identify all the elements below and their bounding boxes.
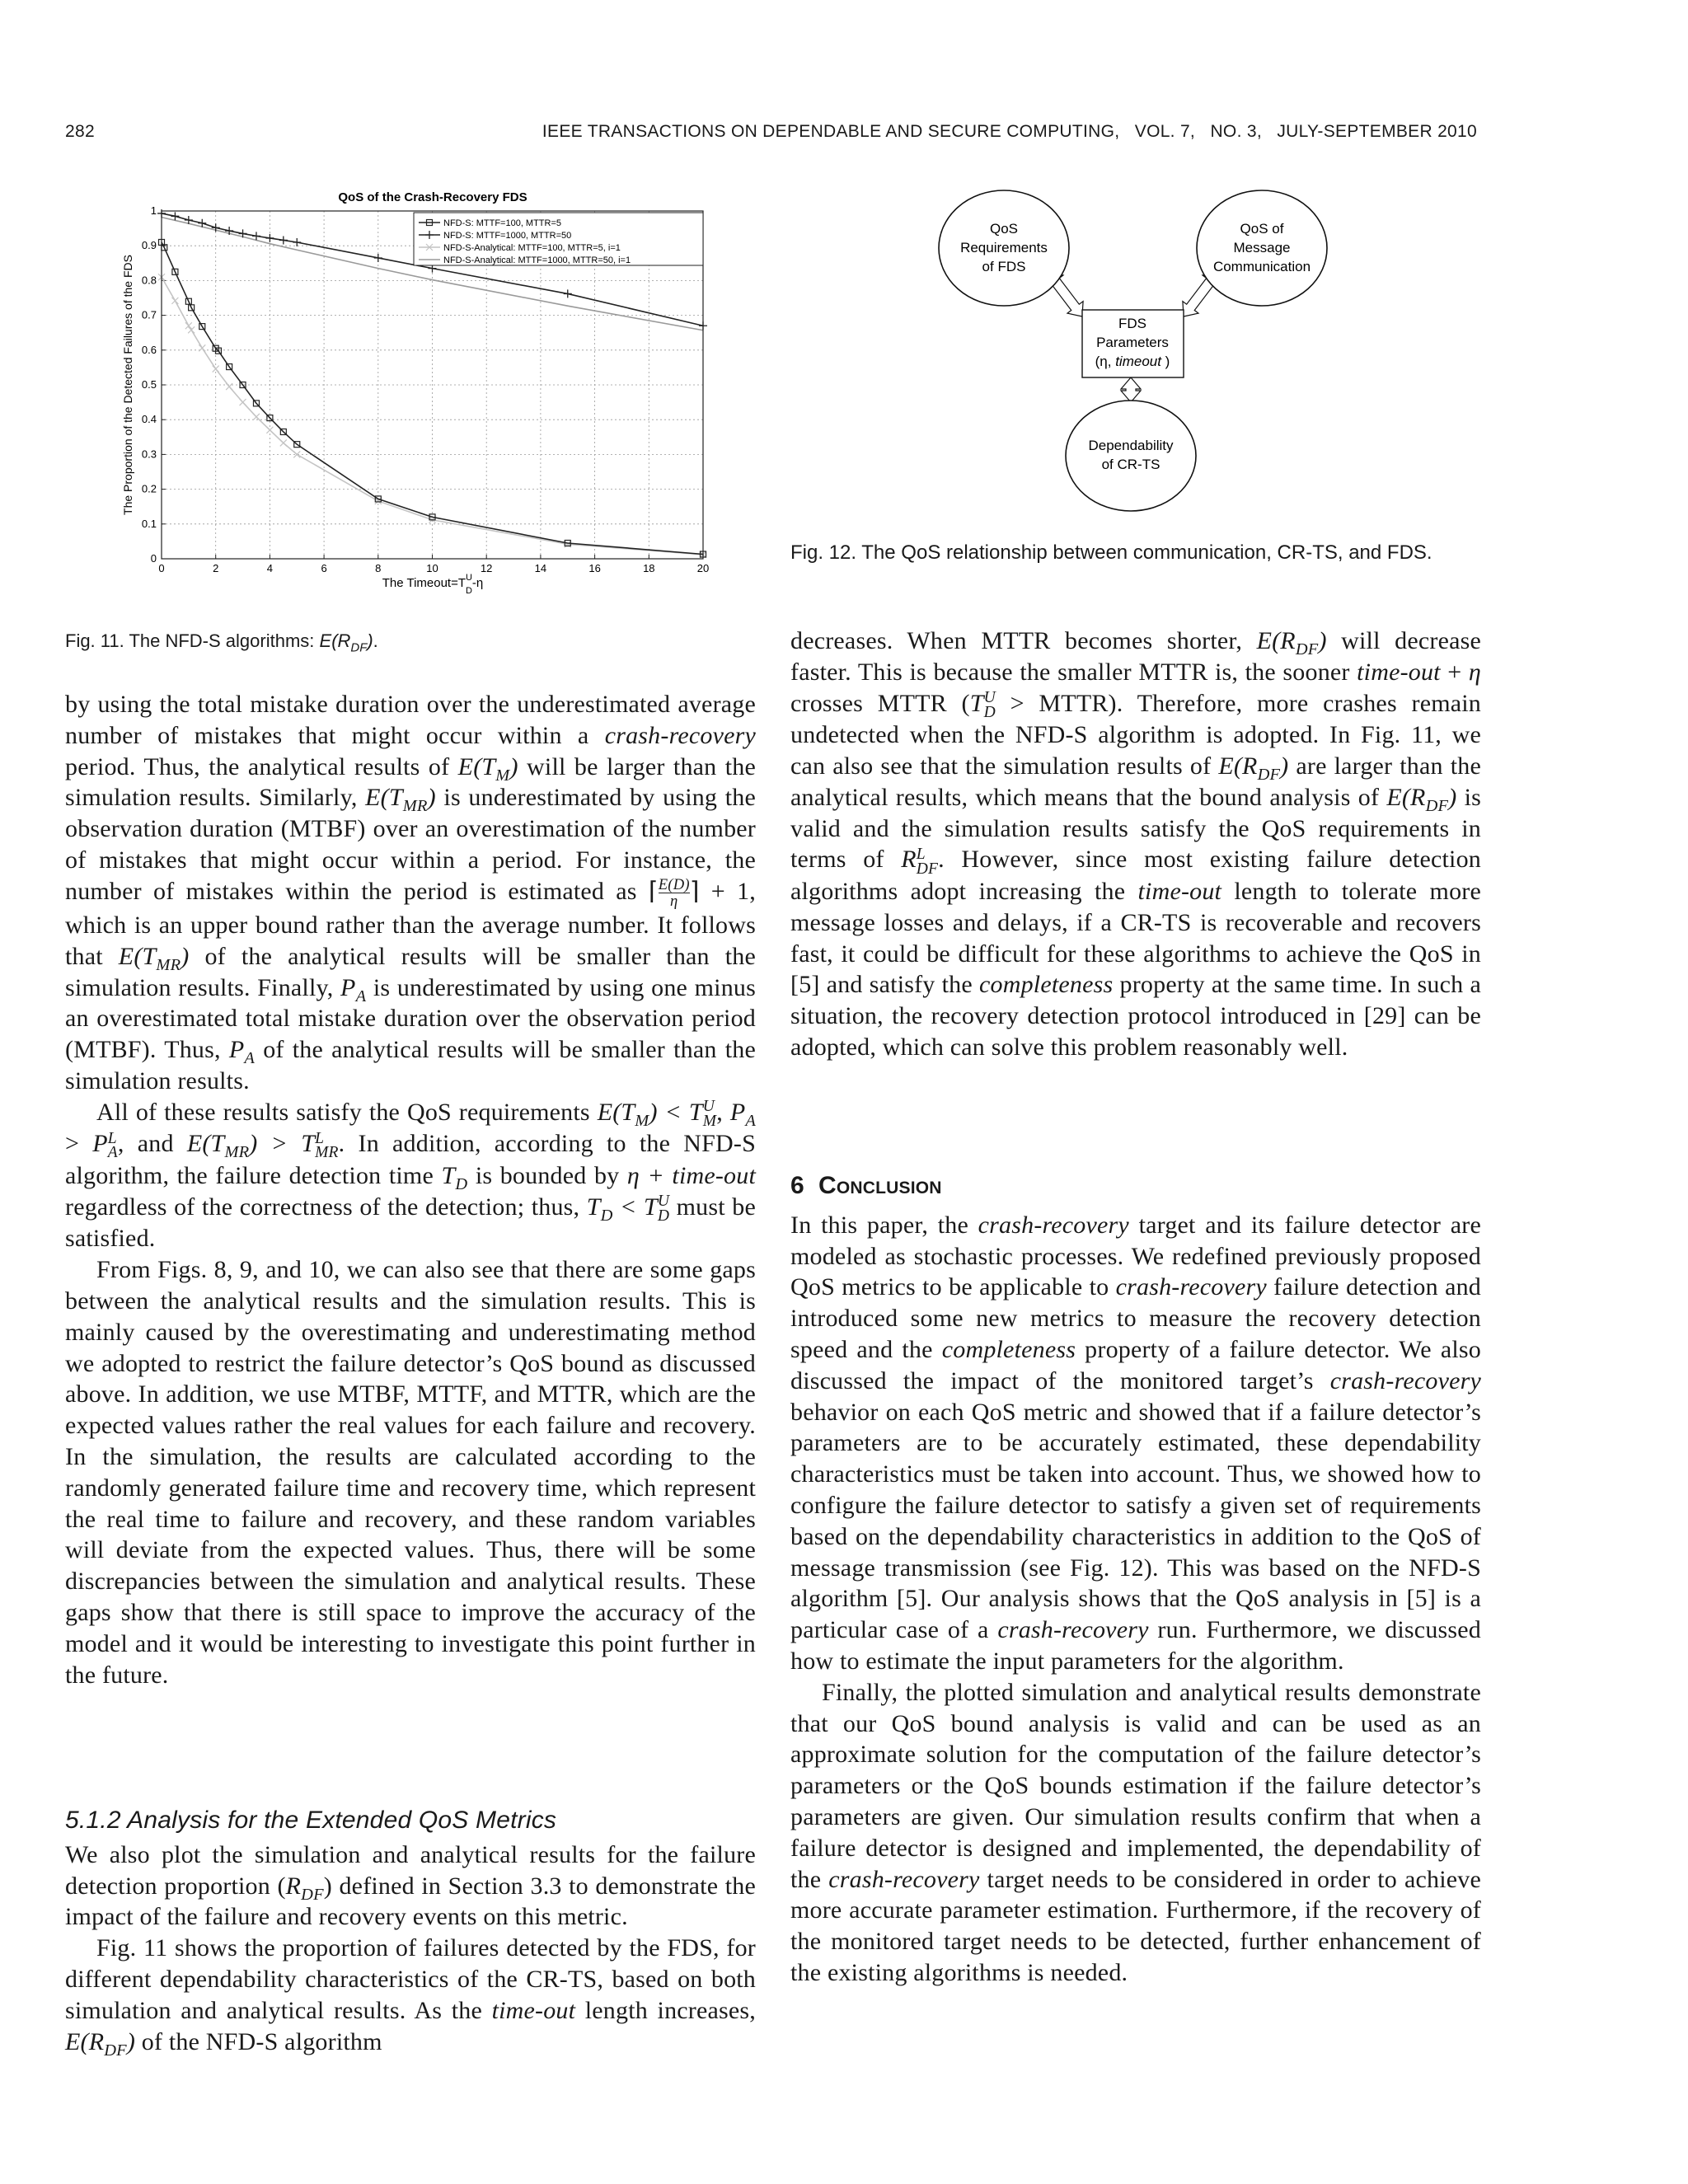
data-point (188, 326, 195, 333)
math-subscript: A (244, 1049, 256, 1068)
y-tick-label: 0 (150, 552, 157, 565)
fraction-numerator: E(D) (658, 875, 690, 893)
italic-text: crash-recovery (997, 1616, 1149, 1644)
x-tick-label: 20 (696, 562, 710, 574)
series-1 (159, 239, 706, 557)
math-subscript: DF (1425, 796, 1449, 815)
node-dependability-label: Dependability of CR-TS (1088, 438, 1174, 472)
italic-text: crash-recovery (978, 1211, 1129, 1239)
section-heading (790, 1170, 1481, 1202)
math-symbol: ) (1318, 627, 1327, 654)
math-symbol: ) (1448, 783, 1457, 811)
italic-text: time-out (1137, 878, 1222, 906)
italic-text: crash-recovery (1329, 1366, 1481, 1394)
math-subscript: DF (1257, 766, 1281, 785)
figure-12-caption: Fig. 12. The QoS relationship between communication, CR-TS, and FDS. (790, 541, 1432, 564)
data-point (199, 344, 205, 351)
data-point (265, 234, 274, 242)
page-number: 282 (65, 122, 95, 141)
math-subsup (703, 1099, 716, 1128)
figure-12-diagram (907, 181, 1484, 536)
math-symbol: E(T (118, 942, 157, 970)
math-symbol: ) (126, 2027, 136, 2055)
data-point (564, 289, 572, 298)
data-point (185, 322, 192, 329)
y-tick-label: 0.9 (141, 239, 157, 252)
legend-entry: NFD-S-Analytical: MTTF=100, MTTR=5, i=1 (443, 243, 621, 253)
math-subscript: D (983, 703, 996, 721)
running-header: IEEE TRANSACTIONS ON DEPENDABLE AND SECURE COMPUTING, VOL. 7, NO. 3, JULY-SEPTEMBER 2010 (542, 122, 1477, 141)
math-subscript: DF (104, 2041, 127, 2060)
math-subscript: M (635, 1111, 649, 1130)
chart-title: QoS of the Crash-Recovery FDS (338, 190, 528, 204)
paragraph: decreases. When MTTR becomes shorter, $E(R_{DF})$ will decrease faster. This is because the smaller MTTR is, the sooner time-out + η crosses MTTR (T D U > MTTR). Therefore, more crashes remain undetected when the NFD-S algorithm is adopted. In Fig. 11, we can also see that the simulation results of $E(R_{DF})$ are larger than the analytical results, which means that the bound analysis of $E(R_{DF})$ is valid and the simulation results satisfy the QoS requirements in terms of R DF L . However, since most existing failure detection algorithms adopt increasing the time-out length to tolerate more message losses and delays, if a CR-TS is recoverable and recovers fast, it could be difficult for these algorithms to achieve the QoS in [5] and satisfy the completeness property at the same time. In such a situation, the recovery detection protocol introduced in [29] can be adopted, which can solve this problem reasonably well. (790, 627, 1481, 1062)
data-point (226, 383, 232, 390)
legend-entry: NFD-S: MTTF=1000, MTTR=50 (443, 231, 572, 241)
math-symbol: E(T (597, 1098, 635, 1126)
math-symbol: ) > T (249, 1130, 316, 1158)
italic-text: time-out (491, 1996, 576, 2024)
math-subsup (917, 847, 938, 876)
double-arrow-icon (1121, 377, 1141, 402)
math-superscript: U (983, 689, 996, 707)
paragraph: From Figs. 8, 9, and 10, we can also see that there are some gaps between the analytical results and the simulation results. This is mainly caused by the overestimating and underestimating method we adopted to restrict the failure detector’s QoS bound as discussed above. In addition, we use MTBF, MTTF, and MTTR, which are the expected values rather the real values for each failure and recovery. In the simulation, the results are calculated according to the randomly generated failure time and recovery time, which represent the real time to failure and recovery, and these random variables will deviate from the expected values. Thus, there will be some discrepancies between the simulation and analytical results. These gaps show that there is still space to improve the accuracy of the model and it would be interesting to investigate this point further in the future. (65, 1256, 756, 1689)
y-tick-label: 0.3 (141, 448, 157, 461)
data-point (280, 439, 287, 446)
right-column-conclusion (790, 1170, 1481, 1989)
math-symbol: P (92, 1130, 108, 1158)
math-symbol: ) < T (649, 1098, 703, 1126)
math-symbol: ) (427, 784, 436, 812)
left-column-top (65, 689, 756, 1690)
right-column-top (790, 626, 1481, 1063)
y-tick-label: 0.7 (141, 308, 157, 321)
math-symbol: P (228, 1036, 245, 1064)
math-subscript: DF (350, 640, 368, 655)
y-tick-label: 0.4 (141, 413, 157, 426)
math-subscript: A (745, 1111, 757, 1130)
math-subscript: MR (224, 1143, 250, 1162)
math-subsup (315, 1129, 339, 1162)
y-tick-label: 0.5 (141, 378, 157, 391)
math-symbol: E(T (365, 784, 403, 812)
italic-text: time-out (672, 1162, 756, 1189)
paragraph: We also plot the simulation and analytical results for the failure detection proportion $(R_{DF})$ defined in Section 3.3 to demonstrate the impact of the failure and recovery events on this metric. (65, 1840, 756, 1931)
math-symbol: T (441, 1162, 456, 1189)
paragraph: All of these results satisfy the QoS requirements $E(T_M) < T$ M U , $P_A > P$ A L , and $E(T_{MR}) > T$ MR L . In addition, according to the NFD-S algorithm, the failure detection time $T_D$ is bounded by η + time-out regardless of the correctness of the detection; thus, $T_D < T$ D U must be satisfied. (65, 1098, 757, 1253)
math-subscript: A (107, 1144, 118, 1162)
math-subscript: MR (156, 955, 181, 974)
math-subscript: A (355, 987, 367, 1005)
math-superscript: L (916, 846, 926, 863)
math-superscript: L (315, 1129, 325, 1147)
x-tick-label: 12 (480, 562, 493, 574)
figure-11-chart (107, 181, 734, 610)
y-axis-label: The Proportion of the Detected Failures of the FDS (121, 255, 134, 515)
x-tick-label: 4 (266, 562, 274, 574)
paragraph: Finally, the plotted simulation and analytical results demonstrate that our QoS bound analysis is valid and can be used as an approximate solution for the computation of the failure detector’s parameters or the QoS bounds estimation if the failure detector’s parameters are given. Our simulation results confirm that when a failure detector is designed and implemented, the dependability of the crash-recovery target needs to be considered in order to achieve more accurate parameter estimation. Furthermore, if the recovery of the monitored target needs to be detected, further enhancement of the existing algorithms is needed. (790, 1678, 1482, 1986)
math-subscript: M (495, 766, 510, 785)
paragraph: by using the total mistake duration over the underestimated average number of mistakes that might occur within a crash-recovery period. Thus, the analytical results of $E(T_M)$ will be larger than the simulation results. Similarly, $E(T_{MR})$ is underestimated by using the observation duration (MTBF) over an overestimation of the number of mistakes that might occur within a period. For instance, the number of mistakes within the period is estimated as ⌈ $\frac{E(D)}{\eta}$ ⌉ + 1, which is an upper bound rather than the average number. It follows that $E(T_{MR})$ of the analytical results will be smaller than the simulation results. Finally, $P_A$ is underestimated by using one minus an overestimated total mistake duration over the observation period (MTBF). Thus, $P_A$ of the analytical results will be smaller than the simulation results. (65, 691, 757, 1094)
left-column-subsection (65, 1805, 756, 2060)
x-tick-label: 16 (588, 562, 601, 574)
y-tick-label: 0.6 (141, 343, 157, 356)
y-tick-label: 0.1 (141, 517, 157, 530)
italic-text: crash-recovery (828, 1865, 980, 1893)
math-subscript: DF (301, 1885, 324, 1904)
chart-legend (414, 213, 703, 265)
math-symbol: ) (1280, 752, 1289, 780)
legend-entry: NFD-S-Analytical: MTTF=1000, MTTR=50, i=1 (443, 255, 631, 265)
legend-entry: NFD-S: MTTF=100, MTTR=5 (443, 218, 562, 228)
x-axis-label (382, 573, 484, 596)
math-symbol: ) (181, 942, 190, 970)
math-symbol: η + (626, 1162, 673, 1189)
italic-text: time-out (1357, 658, 1441, 686)
math-symbol: E(R (1386, 783, 1426, 811)
x-tick-label: 2 (213, 562, 219, 574)
data-point (240, 399, 246, 405)
paragraph: In this paper, the crash-recovery target and its failure detector are modeled as stochastic processes. We redefined previously proposed QoS metrics to be applicable to crash-recovery failure detection and introduced some new metrics to measure the recovery detection speed and the completeness property of a failure detector. We also discussed the impact of the monitored target’s crash-recovery behavior on each QoS metric and showed that if a failure detector’s parameters are to be accurately estimated, these dependability characteristics must be taken into account. Thus, we showed how to configure the failure detector to satisfy a given set of requirements based on the dependability characteristics in addition to the QoS of message transmission (see Fig. 12). This was based on the NFD-S algorithm [5]. Our analysis shows that the QoS analysis in [5] is a particular case of a crash-recovery run. Furthermore, we discussed how to estimate the input parameters for the algorithm. (790, 1211, 1481, 1675)
math-subscript: DF (1295, 640, 1319, 658)
paragraph: Fig. 11 shows the proportion of failures detected by the FDS, for different dependability characteristics of the CR-TS, based on both simulation and analytical results. As the time-out length increases, $E(R_{DF})$ of the NFD-S algorithm (65, 1934, 756, 2060)
math-symbol: R (901, 846, 917, 874)
data-point (293, 238, 301, 246)
data-point (171, 298, 178, 304)
math-symbol: P (729, 1098, 746, 1126)
math-symbol: ) (509, 752, 518, 780)
section-number: 6 (790, 1172, 804, 1199)
math-symbol: E(T (457, 752, 496, 780)
y-tick-label: 0.8 (141, 274, 157, 287)
data-point (279, 236, 288, 244)
x-tick-label: 6 (321, 562, 327, 574)
math-subscript: MR (402, 797, 428, 816)
x-tick-label: 10 (426, 562, 438, 574)
node-qos-message-label: QoS of Message Communication (1212, 221, 1311, 274)
math-symbol: E(R (65, 2027, 105, 2055)
math-subscript: DF (916, 860, 939, 878)
x-axis-label-tail: -η (471, 576, 484, 590)
math-symbol: T (586, 1193, 601, 1221)
math-subsup (658, 1194, 669, 1223)
math-symbol: < T (612, 1193, 658, 1221)
x-tick-label: 14 (534, 562, 547, 574)
subsection-heading: 5.1.2 Analysis for the Extended QoS Metrics (65, 1807, 557, 1834)
x-tick-label: 8 (375, 562, 382, 574)
math-symbol: η (1468, 658, 1481, 686)
math-subsup (107, 1129, 118, 1162)
italic-text: crash-recovery (1115, 1273, 1267, 1301)
math-subscript: D (600, 1206, 613, 1225)
x-axis-label-sub: D (465, 586, 472, 596)
y-tick-label: 0.2 (141, 482, 157, 495)
math-superscript: L (107, 1129, 117, 1147)
italic-text: crash-recovery (604, 721, 756, 749)
data-point (374, 254, 382, 262)
x-axis-label-main: The Timeout=T (382, 576, 467, 590)
y-tick-label: 1 (150, 204, 157, 217)
math-superscript: U (702, 1098, 715, 1116)
series-line (162, 242, 703, 555)
math-symbol: P (340, 973, 356, 1001)
math-symbol: T (969, 689, 984, 717)
math-fraction (659, 877, 690, 910)
node-fds-parameters-label: FDS Parameters (η, timeout ) (1095, 316, 1170, 369)
section-title: Conclusion (818, 1172, 942, 1199)
math-symbol: E(R (1256, 627, 1296, 654)
fraction-denominator: η (670, 893, 678, 911)
data-point (253, 414, 260, 420)
math-subscript: M (702, 1112, 717, 1130)
math-symbol: E(T (186, 1130, 225, 1158)
x-tick-label: 18 (643, 562, 655, 574)
math-symbol: R (285, 1872, 302, 1900)
math-subscript: D (657, 1207, 670, 1225)
math-superscript: U (657, 1193, 670, 1211)
italic-text: completeness (979, 971, 1114, 999)
figure-11-caption: Fig. 11. The NFD-S algorithms: $E(R_{DF})$. (65, 630, 378, 655)
node-dependability (1066, 401, 1196, 511)
math-subscript: D (455, 1175, 468, 1193)
x-axis-label-sup: U (466, 573, 472, 583)
data-point (266, 427, 273, 434)
math-subsup (984, 691, 996, 719)
math-subscript: MR (315, 1144, 339, 1162)
x-tick-label: 0 (158, 562, 165, 574)
math-symbol: E(R (1218, 752, 1258, 780)
node-qos-requirements-label: QoS Requirements of FDS (960, 221, 1048, 274)
data-point (213, 366, 219, 373)
italic-text: completeness (941, 1335, 1076, 1363)
math-symbol: E(R (319, 630, 351, 651)
math-symbol: ) (367, 630, 373, 651)
